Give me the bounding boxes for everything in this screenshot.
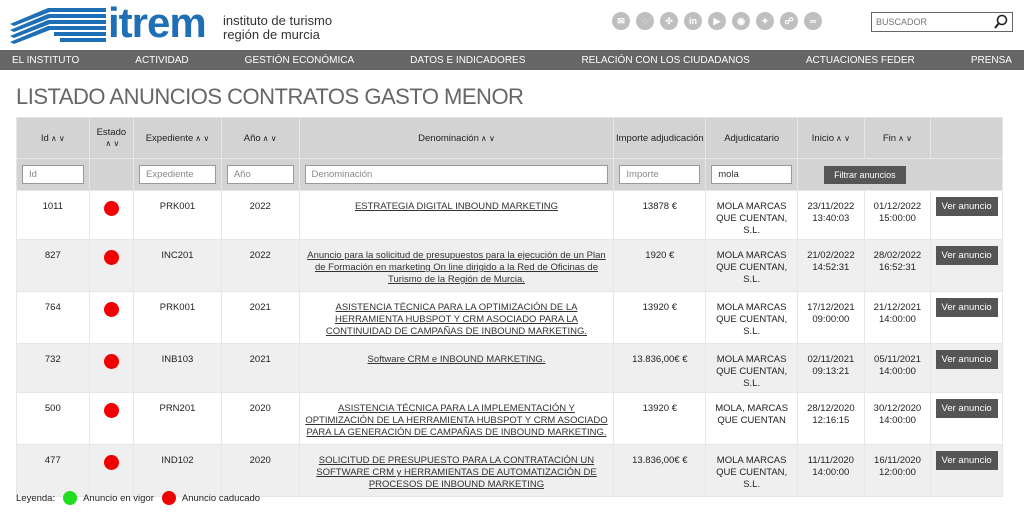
site-header	[0, 0, 1024, 50]
legend-vigor-dot	[63, 491, 77, 505]
nav-datos-indicadores[interactable]: DATOS E INDICADORES	[410, 54, 526, 66]
table-row	[17, 292, 1003, 344]
col-header-expediente-label: Expediente	[145, 132, 194, 144]
cell-denominacion	[299, 344, 614, 393]
nav-gestion-economica[interactable]: GESTIÓN ECONÓMICA	[244, 54, 355, 66]
denominacion-link[interactable]: Software CRM e INBOUND MARKETING.	[367, 354, 546, 365]
col-header-inicio[interactable]	[798, 118, 865, 159]
page-title: LISTADO ANUNCIOS CONTRATOS GASTO MENOR	[16, 84, 524, 109]
inicio-date: 21/02/2022	[807, 250, 855, 261]
fin-date: 28/02/2022	[873, 250, 922, 261]
status-caducado-dot	[104, 250, 119, 265]
cell-fin	[864, 191, 931, 240]
status-caducado-dot	[104, 455, 119, 470]
sort-icon[interactable]: ∧ ∨	[50, 133, 65, 143]
search-input[interactable]	[872, 13, 987, 31]
table-row	[17, 191, 1003, 240]
cell-estado	[89, 240, 133, 292]
youtube-icon[interactable]: ▶	[708, 12, 726, 30]
cell-adjudicatario: MOLA, MARCAS QUE CUENTAN	[706, 393, 798, 445]
cell-denominacion	[299, 191, 614, 240]
col-header-estado-label: Estado	[96, 127, 127, 138]
status-caducado-dot	[104, 302, 119, 317]
filter-importe-input[interactable]	[619, 165, 700, 184]
cell-expediente: INB103	[134, 344, 222, 393]
cell-importe: 1920 €	[614, 240, 706, 292]
nav-relacion-ciudadanos[interactable]: RELACIÓN CON LOS CIUDADANOS	[581, 54, 750, 66]
nav-el-instituto[interactable]: EL INSTITUTO	[12, 54, 80, 66]
cell-adjudicatario: MOLA MARCAS QUE CUENTAN, S.L.	[706, 292, 798, 344]
inicio-date: 11/11/2020	[807, 455, 854, 466]
cell-estado	[89, 393, 133, 445]
cell-importe: 13878 €	[614, 191, 706, 240]
ver-anuncio-button[interactable]: Ver anuncio	[936, 197, 998, 216]
col-header-anio[interactable]	[221, 118, 299, 159]
fin-date: 30/12/2020	[873, 403, 922, 414]
link-icon[interactable]: ∞	[804, 12, 822, 30]
legend-caducado-label: Anuncio caducado	[181, 492, 261, 504]
inicio-time: 13:40:03	[812, 213, 850, 224]
cell-fin	[864, 344, 931, 393]
fin-date: 21/12/2021	[873, 302, 922, 313]
cell-importe: 13.836,00€ €	[614, 445, 706, 497]
cell-inicio	[798, 445, 865, 497]
cell-estado	[89, 191, 133, 240]
cell-adjudicatario: MOLA MARCAS QUE CUENTAN, S.L.	[706, 240, 798, 292]
social-links	[612, 12, 822, 30]
filter-id-input[interactable]	[22, 165, 84, 184]
cell-fin	[864, 240, 931, 292]
sort-icon[interactable]: ∧ ∨	[480, 133, 495, 143]
inicio-time: 12:16:15	[812, 415, 850, 426]
denominacion-link[interactable]: SOLICITUD DE PRESUPUESTO PARA LA CONTRATACIÓN UN SOFTWARE CRM y HERRAMIENTAS DE AUTOMATIZACIÓN DE PROCESOS DE INBOUND MARKETING	[316, 455, 597, 490]
legend-label: Leyenda:	[16, 492, 56, 504]
cell-id: 764	[17, 292, 90, 344]
cell-inicio	[798, 393, 865, 445]
cell-fin	[864, 445, 931, 497]
col-header-importe-label: Importe adjudicación	[615, 132, 704, 144]
ver-anuncio-button[interactable]: Ver anuncio	[936, 298, 998, 317]
cell-anio: 2021	[221, 344, 299, 393]
instagram-icon[interactable]: ◉	[732, 12, 750, 30]
logo-subtitle-line2: región de murcia	[223, 27, 320, 42]
col-header-denominacion[interactable]	[299, 118, 614, 159]
denominacion-link[interactable]: ASISTENCIA TÉCNICA PARA LA OPTIMIZACIÓN DE LA HERRAMIENTA HUBSPOT Y CRM ASOCIADO PARA LA CONTINUIDAD DE CAMPAÑAS DE INBOUND MARKETING.	[325, 302, 588, 337]
inicio-date: 23/11/2022	[807, 201, 855, 212]
cell-id: 827	[17, 240, 90, 292]
cell-inicio	[798, 344, 865, 393]
col-header-fin[interactable]	[864, 118, 931, 159]
cell-anio: 2020	[221, 445, 299, 497]
cell-estado	[89, 445, 133, 497]
col-header-inicio-label: Inicio	[811, 132, 834, 144]
inicio-time: 09:00:00	[812, 314, 850, 325]
sort-icon[interactable]: ∧ ∨	[835, 133, 850, 143]
cell-adjudicatario: MOLA MARCAS QUE CUENTAN, S.L.	[706, 344, 798, 393]
inicio-date: 02/11/2021	[807, 354, 855, 365]
ver-anuncio-button[interactable]: Ver anuncio	[936, 350, 998, 369]
col-header-actions	[931, 118, 1003, 159]
nav-actuaciones-feder[interactable]: ACTUACIONES FEDER	[805, 54, 915, 66]
cell-id: 500	[17, 393, 90, 445]
inicio-time: 14:52:31	[812, 262, 850, 273]
cell-denominacion	[299, 240, 614, 292]
cell-expediente: PRK001	[134, 292, 222, 344]
mail-icon[interactable]: ✉	[612, 12, 630, 30]
linkedin-icon[interactable]: in	[684, 12, 702, 30]
cell-denominacion	[299, 445, 614, 497]
col-header-adjudicatario-label: Adjudicatario	[724, 132, 780, 144]
sort-icon[interactable]: ∧ ∨	[898, 133, 913, 143]
cell-anio: 2020	[221, 393, 299, 445]
cell-adjudicatario: MOLA MARCAS QUE CUENTAN, S.L.	[706, 191, 798, 240]
logo-text[interactable]: itrem	[108, 0, 206, 46]
col-header-estado[interactable]	[89, 118, 133, 159]
fin-time: 14:00:00	[878, 314, 916, 325]
fin-time: 12:00:00	[878, 467, 916, 478]
table-row	[17, 445, 1003, 497]
cell-id: 477	[17, 445, 90, 497]
denominacion-link[interactable]: ESTRATEGIA DIGITAL INBOUND MARKETING	[354, 201, 558, 212]
status-caducado-dot	[104, 201, 119, 216]
filter-anio-input[interactable]	[227, 165, 294, 184]
search-icon[interactable]	[994, 14, 1008, 30]
search-box	[871, 12, 1013, 32]
col-header-adjudicatario	[706, 118, 798, 159]
ver-anuncio-button[interactable]: Ver anuncio	[936, 246, 998, 265]
cell-inicio	[798, 240, 865, 292]
cell-expediente: IND102	[134, 445, 222, 497]
cell-id: 1011	[17, 191, 90, 240]
fin-time: 15:00:00	[878, 213, 916, 224]
inicio-time: 14:00:00	[812, 467, 850, 478]
filter-button[interactable]: Filtrar anuncios	[824, 166, 906, 184]
legend-caducado-dot	[162, 491, 176, 505]
nav-actividad[interactable]: ACTIVIDAD	[135, 54, 189, 66]
cell-denominacion	[299, 292, 614, 344]
ver-anuncio-button[interactable]: Ver anuncio	[936, 451, 998, 470]
cell-estado	[89, 344, 133, 393]
cell-actions	[931, 445, 1003, 497]
cell-expediente: PRN201	[134, 393, 222, 445]
sort-icon[interactable]: ∧ ∨	[262, 133, 277, 143]
sort-icon[interactable]: ∧ ∨	[195, 133, 210, 143]
cell-importe: 13920 €	[614, 292, 706, 344]
delicious-icon[interactable]: ✣	[660, 12, 678, 30]
col-header-fin-label: Fin	[882, 132, 897, 144]
cell-actions	[931, 393, 1003, 445]
fin-time: 14:00:00	[878, 366, 916, 377]
col-header-id-label: Id	[40, 132, 49, 144]
fin-time: 16:52:31	[878, 262, 916, 273]
logo-subtitle-line1: instituto de turismo	[223, 13, 333, 28]
inicio-date: 28/12/2020	[807, 403, 855, 414]
col-header-id[interactable]	[17, 118, 90, 159]
cell-anio: 2022	[221, 240, 299, 292]
contracts-table	[16, 117, 1003, 497]
col-header-importe	[614, 118, 706, 159]
cell-adjudicatario: MOLA MARCAS QUE CUENTAN, S.L.	[706, 445, 798, 497]
cell-id: 732	[17, 344, 90, 393]
col-header-expediente[interactable]	[134, 118, 222, 159]
twitter-icon[interactable]: ✦	[756, 12, 774, 30]
nav-prensa[interactable]: PRENSA	[970, 54, 1012, 66]
cell-inicio	[798, 191, 865, 240]
col-header-anio-label: Año	[243, 132, 261, 144]
cell-actions	[931, 344, 1003, 393]
cell-actions	[931, 240, 1003, 292]
status-caducado-dot	[104, 354, 119, 369]
table-body	[17, 191, 1003, 497]
legend	[16, 491, 260, 505]
status-caducado-dot	[104, 403, 119, 418]
filter-expediente-input[interactable]	[139, 165, 216, 184]
inicio-time: 09:13:21	[812, 366, 850, 377]
table-row	[17, 240, 1003, 292]
sort-icon[interactable]: ∧ ∨	[105, 139, 120, 148]
cell-importe: 13.836,00€ €	[614, 344, 706, 393]
table-row	[17, 393, 1003, 445]
main-nav	[0, 50, 1024, 70]
cell-denominacion	[299, 393, 614, 445]
filter-adjudicatario-input[interactable]	[711, 165, 792, 184]
table-row	[17, 344, 1003, 393]
cell-importe: 13920 €	[614, 393, 706, 445]
filter-denominacion-input[interactable]	[305, 165, 609, 184]
col-header-denominacion-label: Denominación	[418, 132, 479, 144]
flickr-icon[interactable]: ◌	[636, 12, 654, 30]
cell-anio: 2021	[221, 292, 299, 344]
ver-anuncio-button[interactable]: Ver anuncio	[936, 399, 998, 418]
fin-time: 14:00:00	[878, 415, 916, 426]
cell-actions	[931, 292, 1003, 344]
cell-fin	[864, 292, 931, 344]
cell-expediente: INC201	[134, 240, 222, 292]
cell-inicio	[798, 292, 865, 344]
logo-waves-icon[interactable]	[8, 4, 108, 44]
denominacion-link[interactable]: Anuncio para la solicitud de presupuestos para la ejecución de un Plan de Formación en marketing On line dirigido a la Red de Oficinas de Turismo de la Región de Murcia.	[307, 250, 606, 285]
cell-anio: 2022	[221, 191, 299, 240]
cell-estado	[89, 292, 133, 344]
logo-subtitle	[223, 14, 332, 42]
cell-actions	[931, 191, 1003, 240]
cell-expediente: PRK001	[134, 191, 222, 240]
fin-date: 05/11/2021	[874, 354, 921, 365]
legend-vigor-label: Anuncio en vigor	[83, 492, 154, 504]
cell-fin	[864, 393, 931, 445]
denominacion-link[interactable]: ASISTENCIA TÉCNICA PARA LA IMPLEMENTACIÓN Y OPTIMIZACIÓN DE LA HERRAMIENTA HUBSPOT Y CRM ASOCIADO PARA LA GENERACIÓN DE CAMPAÑAS DE INBOUND MARKETING.	[305, 403, 608, 438]
fin-date: 16/11/2020	[874, 455, 921, 466]
inicio-date: 17/12/2021	[807, 302, 855, 313]
sitemap-icon[interactable]: ☍	[780, 12, 798, 30]
fin-date: 01/12/2022	[873, 201, 922, 212]
